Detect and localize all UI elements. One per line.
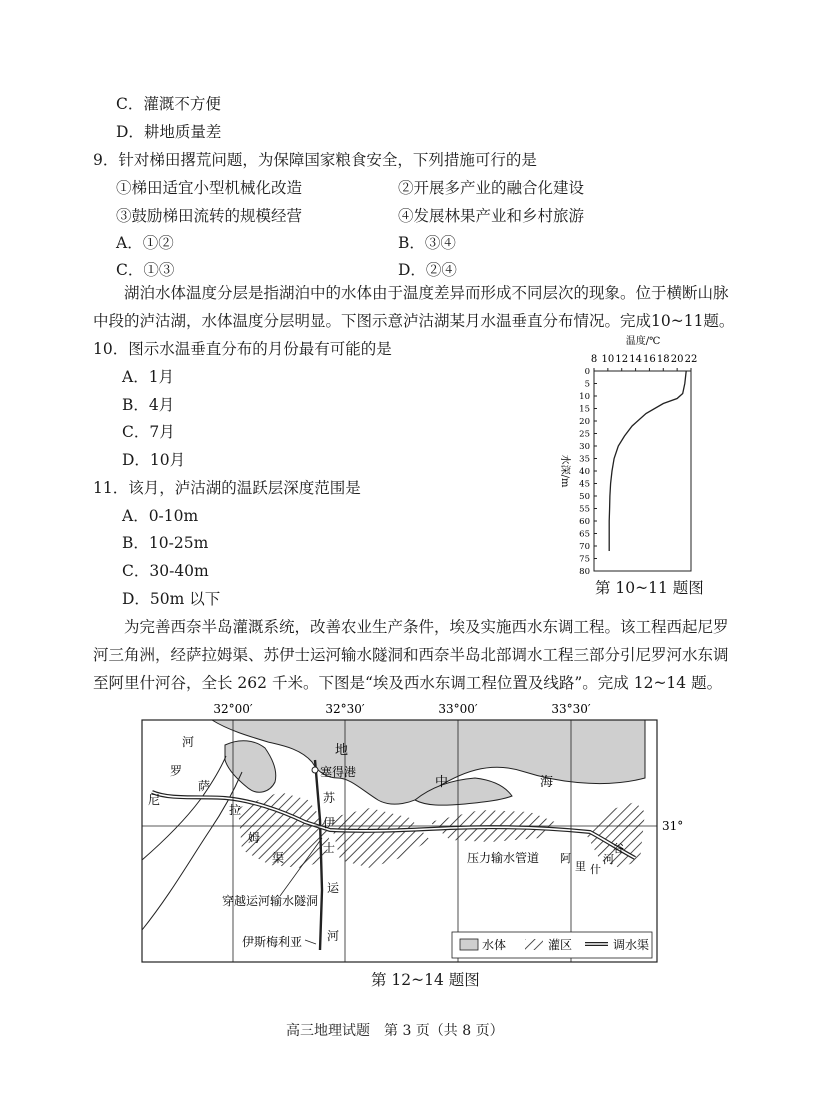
salam-label-2: 拉 (229, 803, 242, 817)
chart-y-tick-0: 0 (584, 367, 590, 377)
nile-label-3: 河 (182, 735, 195, 749)
chart-x-tick-16: 16 (643, 354, 656, 365)
arish-label-4: 河 (603, 853, 614, 866)
chart-x-tick-10: 10 (601, 354, 615, 365)
intro-10-11-line2: 中段的泸沽湖，水体温度分层明显。下图示意泸沽湖某月水温垂直分布情况。完成10~11题。 (93, 312, 735, 330)
q8-option-c: C．灌溉不方便 (116, 95, 221, 113)
chart-x-tick-8: 8 (590, 354, 598, 365)
temperature-depth-chart (540, 334, 720, 579)
sea-label-3: 海 (540, 775, 554, 790)
chart-y-tick-25: 25 (579, 429, 590, 440)
nile-label-2: 罗 (170, 764, 183, 778)
chart-y-tick-30: 30 (579, 442, 590, 452)
arish-label-3: 什 (590, 863, 601, 876)
arish-label-2: 里 (575, 860, 586, 873)
suez-label-2: 伊 (323, 816, 336, 830)
lat-label: 31° (662, 819, 684, 833)
legend-irrigated-label: 灌区 (548, 938, 573, 952)
intro-12-14-line3: 至阿里什河谷，全长 262 千米。下图是“埃及西水东调工程位置及线路”。完成 12~14 题。 (93, 674, 723, 692)
q9-stem: 9．针对梯田撂荒问题，为保障国家粮食安全，下列措施可行的是 (93, 151, 537, 169)
chart-y-tick-35: 35 (579, 454, 590, 465)
intro-10-11-line1: 湖泊水体温度分层是指湖泊中的水体由于温度差异而形成不同层次的现象。位于横断山脉 (124, 284, 729, 302)
salam-label-3: 姆 (248, 831, 261, 845)
chart-y-tick-80: 80 (579, 567, 590, 577)
q8-option-d: D．耕地质量差 (116, 123, 222, 141)
chart-x-tick-22: 22 (684, 354, 698, 365)
suez-label-4: 运 (327, 881, 340, 895)
sea-label-2: 中 (435, 775, 449, 790)
tunnel-label: 穿越运河输水隧洞 (222, 894, 319, 908)
q10-stem: 10．图示水温垂直分布的月份最有可能的是 (93, 340, 392, 358)
q11-option-d: D．50m 以下 (122, 590, 221, 608)
chart-y-tick-75: 75 (579, 554, 590, 565)
chart-x-tick-labels (591, 354, 698, 371)
q9-item-1: ①梯田适宜小型机械化改造 (116, 179, 303, 197)
chart-y-tick-65: 65 (579, 529, 590, 540)
sea-label-1: 地 (335, 743, 349, 758)
arish-label-5: 谷 (613, 842, 624, 855)
q10-option-b: B．4月 (122, 396, 175, 414)
port-said-label: 塞得港 (320, 765, 357, 779)
intro-12-14-line2: 河三角洲，经萨拉姆渠、苏伊士运河输水隧洞和西奈半岛北部调水工程三部分引尼罗河水东调 (93, 646, 729, 664)
q9-option-a: A．①② (116, 234, 174, 252)
q11-stem: 11．该月，泸沽湖的温跃层深度范围是 (93, 479, 361, 497)
suez-label-5: 河 (327, 929, 340, 943)
chart-x-axis-label: 温度/℃ (625, 336, 661, 347)
q11-option-b: B．10-25m (122, 534, 209, 552)
salam-label-4: 渠 (272, 851, 285, 865)
chart-y-tick-15: 15 (579, 404, 590, 415)
chart-y-tick-10: 10 (579, 392, 590, 402)
q9-option-b: B．③④ (398, 234, 456, 252)
q9-item-4: ④发展林果产业和乡村旅游 (398, 207, 585, 225)
map-caption: 第 12~14 题图 (371, 971, 480, 989)
nile-label-1: 尼 (148, 793, 161, 807)
suez-label-1: 苏 (323, 791, 336, 805)
ismailia-label: 伊斯梅利亚 (242, 935, 303, 949)
pipeline-label: 压力输水管道 (467, 851, 540, 865)
chart-y-tick-60: 60 (579, 517, 590, 527)
ismailia-leader (305, 940, 316, 944)
intro-12-14-line1: 为完善西奈半岛灌溉系统，改善农业生产条件，埃及实施西水东调工程。该工程西起尼罗 (124, 618, 729, 636)
port-said-marker (312, 767, 318, 773)
q9-item-2: ②开展多产业的融合化建设 (398, 179, 585, 197)
chart-series-line (609, 371, 686, 551)
lon-label-4: 33°30′ (551, 702, 591, 716)
chart-y-tick-45: 45 (579, 479, 590, 490)
q9-option-d: D．②④ (398, 261, 457, 279)
arish-label-1: 阿 (560, 852, 571, 865)
lon-label-3: 33°00′ (438, 702, 478, 716)
chart-y-tick-70: 70 (579, 542, 590, 552)
q11-option-c: C．30-40m (122, 562, 209, 580)
egypt-water-transfer-map (130, 700, 684, 968)
legend-water-label: 水体 (482, 938, 507, 952)
lon-label-2: 32°30′ (325, 702, 365, 716)
chart-y-tick-55: 55 (579, 504, 590, 515)
q10-option-c: C．7月 (122, 423, 175, 441)
chart-caption: 第 10~11 题图 (595, 579, 704, 597)
chart-x-tick-12: 12 (615, 354, 629, 365)
q10-option-a: A．1月 (122, 368, 175, 386)
chart-y-tick-50: 50 (579, 492, 590, 502)
chart-x-tick-14: 14 (629, 354, 642, 365)
chart-y-axis-label: 水深/m (559, 454, 570, 488)
q9-item-3: ③鼓励梯田流转的规模经营 (116, 207, 303, 225)
legend-canal-label: 调水渠 (613, 938, 650, 952)
lon-label-1: 32°00′ (213, 702, 253, 716)
chart-x-tick-20: 20 (670, 354, 684, 365)
chart-plot-frame (594, 371, 691, 571)
chart-y-tick-20: 20 (579, 417, 590, 427)
salam-label-1: 萨 (198, 779, 211, 793)
q10-option-d: D．10月 (122, 451, 186, 469)
chart-x-tick-18: 18 (656, 354, 670, 365)
chart-y-tick-40: 40 (579, 467, 590, 477)
q11-option-a: A．0-10m (122, 507, 199, 525)
page-footer: 高三地理试题 第 3 页（共 8 页） (286, 1023, 504, 1039)
suez-label-3: 士 (323, 841, 336, 855)
nile-branch-2 (142, 756, 226, 860)
chart-y-tick-5: 5 (584, 379, 590, 390)
q9-option-c: C．①③ (116, 261, 175, 279)
map-legend (452, 932, 652, 958)
